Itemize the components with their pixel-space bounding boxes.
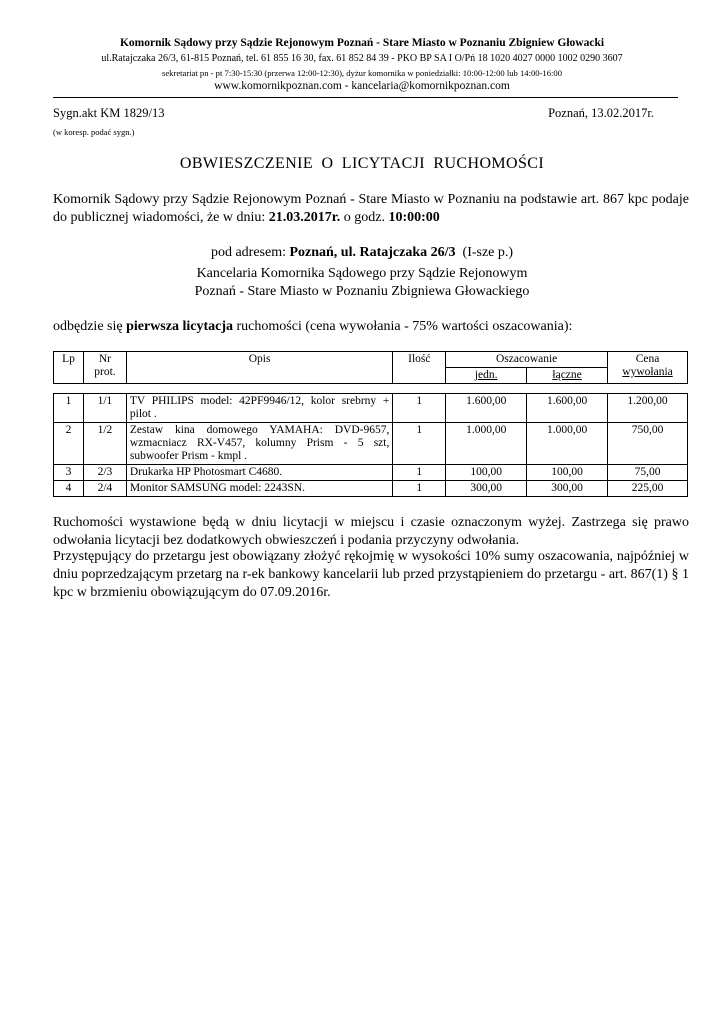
items-header-table	[53, 351, 688, 384]
auction-time: 10:00:00	[388, 210, 440, 225]
row-cena: 750,00	[608, 423, 688, 465]
row-laczne: 1.600,00	[527, 394, 608, 423]
row-opis: Zestaw kina domowego YAMAHA: DVD-9657, wzmacniacz RX-V457, kolumny Prism - 5 szt, subwoofer Prism - kmpl .	[126, 423, 392, 465]
row-opis: TV PHILIPS model: 42PF9946/12, kolor srebrny + pilot .	[126, 394, 392, 423]
row-nr: 2/4	[83, 481, 126, 497]
row-cena: 225,00	[608, 481, 688, 497]
row-nr: 1/1	[83, 394, 126, 423]
auction-type: pierwsza licytacja	[126, 319, 234, 334]
address-line-3: Poznań - Stare Miasto w Poznaniu Zbigniewa Głowackiego	[194, 284, 530, 299]
row-ilosc: 1	[393, 423, 446, 465]
header-opis: Opis	[126, 352, 392, 384]
footer-paragraph-1: Ruchomości wystawione będą w dniu licytacji w miejscu i czasie oznaczonym wyżej. Zastrzega się prawo odwołania licytacji bez dodatkowych obwieszczeń i podania przyczyny odwołania.	[53, 515, 689, 548]
place-date: Poznań, 13.02.2017r.	[548, 106, 654, 120]
row-laczne: 1.000,00	[527, 423, 608, 465]
case-note: (w koresp. podać sygn.)	[53, 127, 135, 137]
row-lp: 1	[54, 394, 84, 423]
table-row	[54, 423, 688, 465]
address-line-2: Kancelaria Komornika Sądowego przy Sądzie Rejonowym	[196, 266, 528, 281]
row-opis: Drukarka HP Photosmart C4680.	[126, 465, 392, 481]
office-name: Komornik Sądowy przy Sądzie Rejonowym Poznań - Stare Miasto w Poznaniu Zbigniew Głowacki	[119, 37, 605, 49]
row-jedn: 100,00	[446, 465, 527, 481]
header-ilosc: Ilość	[393, 352, 446, 384]
table-row	[54, 394, 688, 423]
table-row	[54, 481, 688, 497]
page-title: OBWIESZCZENIE O LICYTACJI RUCHOMOŚCI	[179, 155, 545, 172]
header-oszacowanie: Oszacowanie	[446, 352, 608, 368]
row-ilosc: 1	[393, 481, 446, 497]
row-laczne: 300,00	[527, 481, 608, 497]
row-laczne: 100,00	[527, 465, 608, 481]
row-lp: 3	[54, 465, 84, 481]
intro-text-2: o godz.	[340, 210, 389, 225]
header-nr: Nr	[98, 353, 112, 365]
row-jedn: 300,00	[446, 481, 527, 497]
address-prefix: pod adresem:	[210, 245, 290, 260]
intro-text-1: Komornik Sądowy przy Sądzie Rejonowym Poznań - Stare Miasto w Poznaniu na podstawie art. 867 kpc podaje do publicznej wiadomości, że w dniu:	[53, 192, 689, 225]
header-laczne: łączne	[527, 368, 608, 384]
header-cena-bottom: wywołania	[622, 366, 673, 378]
footer-paragraph-2: Przystępujący do przetargu jest obowiązany złożyć rękojmię w wysokości 10% sumy oszacowania, najpóźniej w dniu poprzedzającym przetarg na r-ek bankowy kancelarii lub przed przystąpieniem do przetargu - art. 867(1) § 1 kpc w brzmieniu obowiązującym do 07.09.2016r.	[53, 549, 689, 600]
auction-line	[53, 318, 689, 336]
web-line: www.komornikpoznan.com - kancelaria@komornikpoznan.com	[214, 80, 510, 92]
row-ilosc: 1	[393, 465, 446, 481]
row-nr: 2/3	[83, 465, 126, 481]
header-lp: Lp	[54, 352, 84, 384]
header-divider	[53, 97, 678, 98]
header-cena-top: Cena	[635, 353, 660, 365]
auction-prefix: odbędzie się	[53, 319, 127, 334]
address-floor: (I-sze p.)	[455, 245, 514, 260]
contact-line: ul.Ratajczaka 26/3, 61-815 Poznań, tel. 61 855 16 30, fax. 61 852 84 39 - PKO BP SA I O/Pń 18 1020 4027 0000 1002 0290 3607	[101, 53, 623, 64]
table-row	[54, 465, 688, 481]
auction-address	[0, 245, 724, 261]
header-prot: prot.	[94, 366, 116, 378]
case-reference: Sygn.akt KM 1829/13	[53, 106, 165, 120]
hours-line: sekretariat pn - pt 7:30-15:30 (przerwa 12:00-12:30), dyżur komornika w poniedziałki: 10:00-12:00 lub 14:00-16:00	[162, 68, 562, 78]
address-location: Poznań, ul. Ratajczaka 26/3	[289, 245, 456, 260]
auction-date: 21.03.2017r.	[268, 210, 341, 225]
row-jedn: 1.000,00	[446, 423, 527, 465]
header-nr-prot	[83, 352, 126, 384]
header-cena	[608, 352, 688, 384]
row-nr: 1/2	[83, 423, 126, 465]
row-cena: 1.200,00	[608, 394, 688, 423]
row-jedn: 1.600,00	[446, 394, 527, 423]
header-jedn: jedn.	[446, 368, 527, 384]
intro-paragraph	[53, 191, 689, 227]
row-cena: 75,00	[608, 465, 688, 481]
row-opis: Monitor SAMSUNG model: 2243SN.	[126, 481, 392, 497]
row-lp: 4	[54, 481, 84, 497]
row-ilosc: 1	[393, 394, 446, 423]
row-lp: 2	[54, 423, 84, 465]
auction-suffix: ruchomości (cena wywołania - 75% wartości oszacowania):	[233, 319, 573, 334]
items-body-table	[53, 393, 688, 497]
